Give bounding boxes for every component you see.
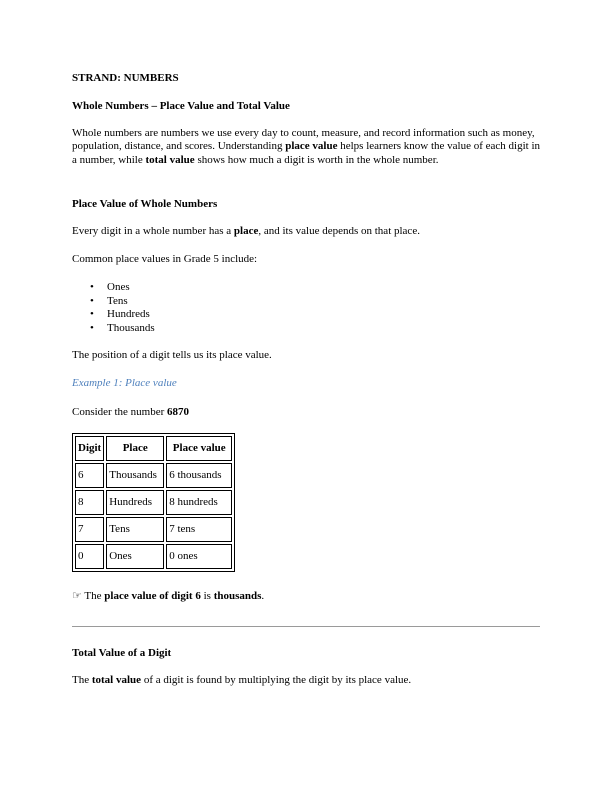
total-value-heading: Total Value of a Digit — [72, 647, 172, 659]
consider-number: 6870 — [167, 406, 190, 418]
table-row — [75, 517, 232, 542]
place-value-heading: Place Value of Whole Numbers — [72, 198, 218, 210]
conclusion-text-1: The — [81, 590, 105, 602]
total-value-text-2: of a digit is found by multiplying the digit by its place value. — [141, 674, 412, 686]
table-cell: 7 — [75, 517, 104, 542]
position-sentence: The position of a digit tells us its place value. — [72, 349, 272, 361]
list-item: • Thousands — [72, 322, 540, 336]
table-cell: 8 hundreds — [166, 490, 232, 515]
conclusion-text-2: is — [200, 590, 214, 602]
intro-paragraph — [72, 127, 540, 167]
every-digit-bold-place: place — [233, 225, 259, 237]
every-digit-paragraph — [72, 225, 540, 238]
table-row — [75, 490, 232, 515]
example-title: Example 1: Place value — [72, 377, 177, 389]
every-digit-text-2: , and its value depends on that place. — [258, 225, 420, 237]
total-value-bold: total value — [91, 674, 142, 686]
horizontal-divider — [72, 626, 540, 627]
table-cell: Ones — [106, 544, 164, 569]
every-digit-text-1: Every digit in a whole number has a — [72, 225, 234, 237]
table-cell: 7 tens — [166, 517, 232, 542]
place-value-table-wrapper — [72, 433, 540, 572]
total-value-definition — [72, 674, 540, 687]
conclusion-bold-2: thousands — [213, 590, 262, 602]
table-header-place: Place — [106, 436, 164, 461]
consider-sentence — [72, 406, 540, 419]
table-cell: 6 thousands — [166, 463, 232, 488]
places-list — [72, 281, 540, 335]
table-header-digit: Digit — [75, 436, 104, 461]
table-header-row — [75, 436, 232, 461]
conclusion-bold-1: place value of digit 6 — [104, 590, 201, 602]
table-header-place-value: Place value — [166, 436, 232, 461]
pointing-hand-icon: ☞ — [72, 590, 82, 602]
table-cell: Hundreds — [106, 490, 164, 515]
total-value-text-1: The — [72, 674, 92, 686]
strand-title: STRAND: NUMBERS — [72, 72, 179, 84]
list-item: • Ones — [72, 281, 540, 295]
table-cell: Thousands — [106, 463, 164, 488]
consider-text: Consider the number — [72, 406, 168, 418]
table-row — [75, 463, 232, 488]
list-item: • Hundreds — [72, 308, 540, 322]
section-title: Whole Numbers – Place Value and Total Value — [72, 100, 290, 112]
list-item: • Tens — [72, 295, 540, 309]
intro-bold-place-value: place value — [285, 140, 338, 153]
table-cell: Tens — [106, 517, 164, 542]
intro-text-1: Whole numbers are numbers we use every day to count, measure, and record information such as money, population, distance, and scores. Understanding — [72, 127, 535, 153]
table-row — [75, 544, 232, 569]
table-cell: 0 — [75, 544, 104, 569]
place-value-table — [72, 433, 235, 572]
intro-bold-total-value: total value — [145, 153, 195, 166]
common-places-intro: Common place values in Grade 5 include: — [72, 253, 258, 265]
table-cell: 0 ones — [166, 544, 232, 569]
conclusion-text-3: . — [261, 590, 265, 602]
conclusion-sentence — [72, 590, 540, 603]
intro-text-2: helps learners know the value of each digit in a number, while — [72, 140, 541, 166]
intro-text-3: shows how much a digit is worth in the whole number. — [194, 153, 439, 166]
table-cell: 6 — [75, 463, 104, 488]
table-cell: 8 — [75, 490, 104, 515]
